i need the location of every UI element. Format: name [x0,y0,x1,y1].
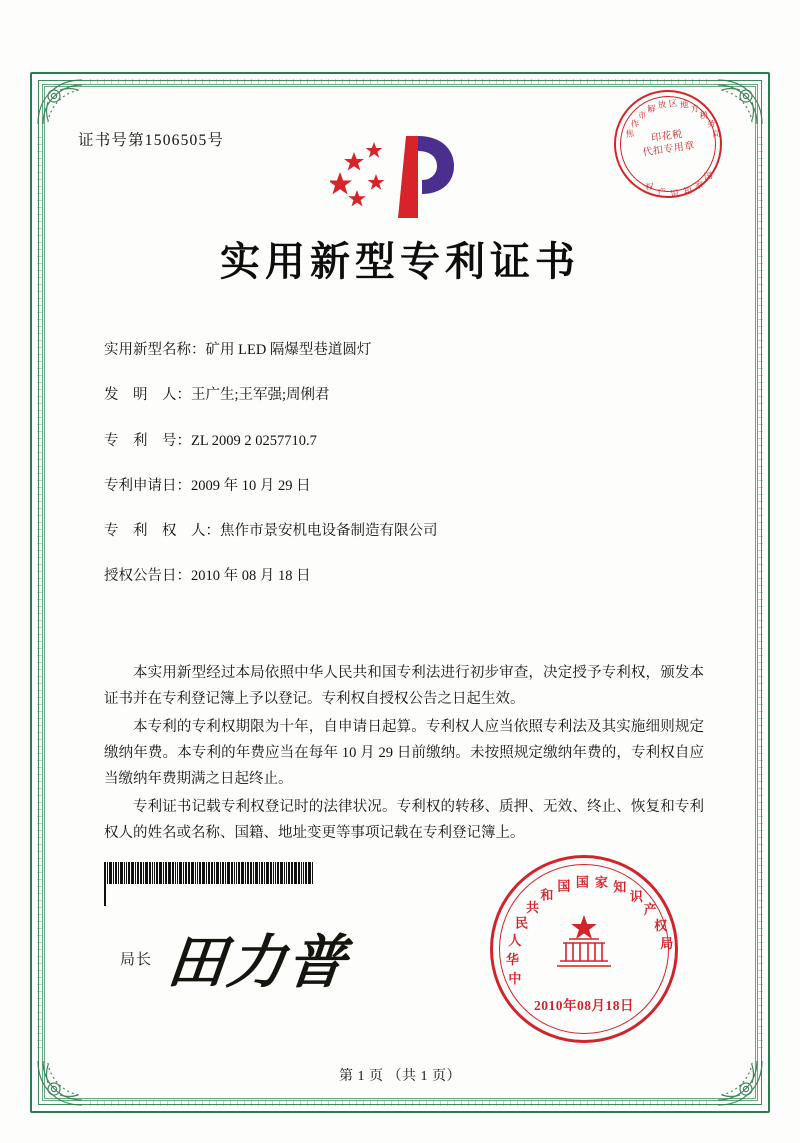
field-row [104,566,710,588]
field-label: 实用新型名称： [104,342,206,358]
field-label: 专 利 权 人： [104,523,220,539]
field-list [104,340,710,612]
field-value: 2010 年 08 月 18 日 [191,568,311,585]
field-label: 发 明 人： [104,387,191,404]
corner-ornament-icon [714,76,766,128]
corner-ornament-icon [34,76,86,128]
field-value: 王广生;王军强;周俐君 [191,387,330,404]
field-row [104,340,710,362]
national-emblem-icon [553,913,615,971]
paragraph: 本实用新型经过本局依照中华人民共和国专利法进行初步审查，决定授予专利权，颁发本证书并在专利登记簿上予以登记。专利权自授权公告之日起生效。 [104,665,704,707]
signature-label: 局长 [120,952,153,968]
border-pattern-bottom [90,1101,710,1106]
field-label: 专利申请日： [104,477,191,494]
field-row [104,385,710,407]
field-row [104,431,710,453]
field-value: 矿用 LED 隔爆型巷道圆灯 [205,342,372,358]
signature-name: 田力普 [163,928,352,996]
tax-seal-line1: 印花税 [650,128,684,145]
field-value: ZL 2009 2 0257710.7 [191,432,317,449]
page-title: 实用新型专利证书 [220,239,580,284]
paragraph: 专利证书记载专利权登记时的法律状况。专利权的转移、质押、无效、终止、恢复和专利权人的姓名或名称、国籍、地址变更等事项记载在专利登记簿上。 [104,799,704,841]
certificate-number: 证书号第1506505号 [78,132,225,149]
paragraph: 本专利的专利权期限为十年，自申请日起算。专利权人应当依照专利法及其实施细则规定缴纳年费。本专利的年费应当在每年 10 月 29 日前缴纳。未按照规定缴纳年费的，专利权自应当缴纳年费期满之日起终止。 [104,719,704,787]
national-seal-date: 2010年08月18日 [534,998,634,1013]
field-label: 授权公告日： [104,568,191,585]
tax-seal-arc-bottom: 国 家 知 识 产 权 [644,170,714,199]
field-value: 焦作市景安机电设备制造有限公司 [220,523,438,539]
field-row [104,521,710,543]
field-label: 专 利 号： [104,432,191,449]
cnipa-logo-icon [330,130,460,225]
border-pattern-top [90,79,710,84]
field-row [104,476,710,498]
tax-seal-arc-top: 焦 作 市 解 放 区 地 方 税 务 局 [624,97,722,140]
patent-barcode [104,862,316,884]
tax-seal-stamp [607,83,729,205]
tax-seal-line2: 代扣专用章 [642,140,696,159]
field-value: 2009 年 10 月 29 日 [191,477,311,494]
body-text [104,660,704,848]
national-seal-stamp: 中 华 人 民 共 和 国 国 家 知 识 产 权 局 2010年08月18日 [490,855,678,1043]
page-footer: 第 1 页 （共 1 页） [339,1069,461,1084]
